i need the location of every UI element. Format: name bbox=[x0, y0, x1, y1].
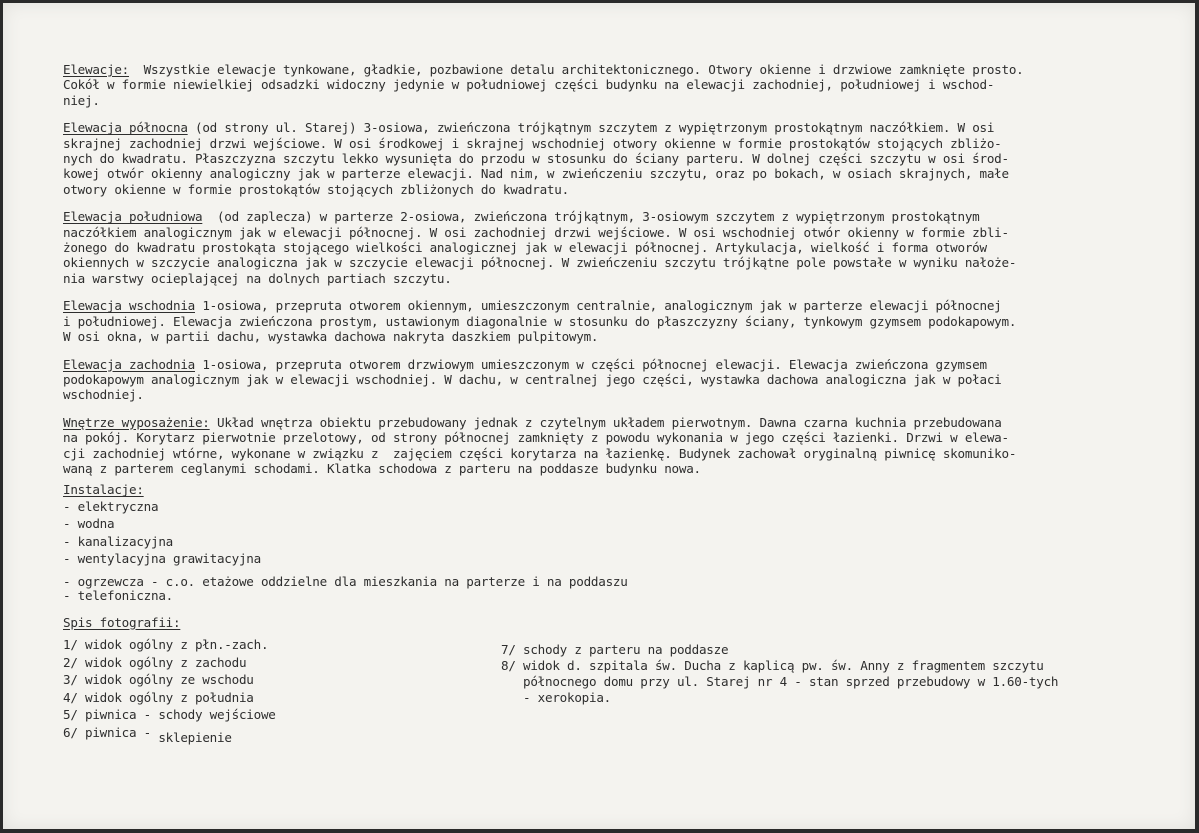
polnocna-line-1: (od strony ul. Starej) 3-osiowa, zwieńczona trójkątnym szczytem z wypiętrzonym prostokątnym naczółkiem. W osi bbox=[187, 120, 995, 136]
wschodnia-line-3: W osi okna, w partii dachu, wystawka dachowa nakryta daszkiem pulpitowym. bbox=[63, 329, 599, 345]
instalacje-item: - ogrzewcza - c.o. etażowe oddzielne dla mieszkania na parterze i na poddaszu bbox=[63, 573, 628, 589]
photo-item: północnego domu przy ul. Starej nr 4 - stan sprzed przebudowy w 1.60-tych bbox=[501, 673, 1059, 689]
section-wnetrze bbox=[63, 415, 1153, 477]
photo-item: 2/ widok ogólny z zachodu bbox=[63, 654, 247, 670]
section-elewacja-poludniowa bbox=[63, 209, 1153, 286]
photo-item: 4/ widok ogólny z południa bbox=[63, 689, 254, 705]
polnocna-line-2: skrajnej zachodniej drzwi wejściowe. W osi środkowej i skrajnej wschodniej otwory okienne w formie prostokątów stojących zbliżo- bbox=[63, 135, 1002, 151]
wnetrze-line-4: waną z parterem ceglanymi schodami. Klatka schodowa z parteru na poddasze budynku nowa. bbox=[63, 460, 701, 476]
section-spis-fotografii bbox=[63, 615, 1153, 746]
instalacje-item: - wodna bbox=[63, 516, 115, 532]
zachodnia-line-2: podokapowym analogicznym jak w elewacji wschodniej. W dachu, w centralnej jego części, wystawka dachowa analogiczna jak w połaci bbox=[63, 371, 1002, 387]
poludniowa-line-2: naczółkiem analogicznym jak w elewacji północnej. W osi zachodniej drzwi wejściowe. W osi wschodniej otwór okienny w formie zbli- bbox=[63, 224, 1009, 240]
poludniowa-heading: Elewacja południowa bbox=[63, 209, 203, 225]
polnocna-line-5: otwory okienne w formie prostokątów stojących zbliżonych do kwadratu. bbox=[63, 181, 569, 197]
photo-item: - xerokopia. bbox=[501, 689, 611, 705]
photo-item: 6/ piwnica - bbox=[63, 724, 159, 740]
document-page bbox=[3, 3, 1195, 829]
poludniowa-line-1: (od zaplecza) w parterze 2-osiowa, zwieńczona trójkątnym, 3-osiowym szczytem z wypiętrzonym prostokątnym bbox=[202, 209, 980, 225]
elewacje-heading: Elewacje: bbox=[63, 62, 129, 77]
elewacje-line-1: Wszystkie elewacje tynkowane, gładkie, pozbawione detalu architektonicznego. Otwory okienne i drzwiowe zamknięte prosto. bbox=[129, 62, 1024, 77]
photo-item: 8/ widok d. szpitala św. Ducha z kaplicą pw. św. Anny z fragmentem szczytu bbox=[501, 657, 1044, 673]
zachodnia-line-3: wschodniej. bbox=[63, 387, 144, 403]
instalacje-item: - telefoniczna. bbox=[63, 587, 173, 603]
section-elewacja-zachodnia bbox=[63, 357, 1153, 403]
zachodnia-line-1: 1-osiowa, przepruta otworem drzwiowym umieszczonym w części północnej elewacji. Elewacja zwieńczona gzymsem bbox=[194, 356, 987, 372]
instalacje-heading: Instalacje: bbox=[63, 482, 144, 498]
section-elewacja-polnocna bbox=[63, 120, 1153, 197]
photo-item-continuation: sklepienie bbox=[158, 729, 232, 745]
instalacje-item: - kanalizacyjna bbox=[63, 533, 173, 549]
polnocna-line-3: nych do kwadratu. Płaszczyzna szczytu lekko wysunięta do przodu w stosunku do ściany parteru. W dolnej części szczytu w osi środ- bbox=[63, 151, 1009, 167]
fotografie-heading: Spis fotografii: bbox=[63, 614, 181, 630]
photo-list bbox=[63, 636, 1153, 746]
section-elewacja-wschodnia bbox=[63, 298, 1153, 344]
poludniowa-line-4: okiennych w szczycie analogiczna jak w szczycie elewacji północnej. W zwieńczeniu szczytu trójkątne pole powstałe w wyniku nałoże- bbox=[63, 255, 1017, 271]
instalacje-item: - wentylacyjna grawitacyjna bbox=[63, 551, 261, 567]
polnocna-line-4: kowej otwór okienny analogiczny jak w parterze elewacji. Nad nim, w zwieńczeniu szczytu, oraz po bokach, w osiach skrajnych, małe bbox=[63, 166, 1009, 182]
wnetrze-line-3: cji zachodniej wtórne, wykonane w związku z zajęciem części korytarza na łazienkę. Budynek zachował oryginalną piwnicę skomuniko- bbox=[63, 445, 1017, 461]
zachodnia-heading: Elewacja zachodnia bbox=[63, 356, 195, 372]
poludniowa-line-3: żonego do kwadratu prostokąta stojącego wielkości analogicznej jak w elewacji północnej. Artykulacja, wielkość i forma otworów bbox=[63, 240, 987, 256]
wnetrze-heading: Wnętrze wyposażenie: bbox=[63, 414, 210, 430]
photo-list-right bbox=[501, 642, 1058, 705]
poludniowa-line-5: nia warstwy ocieplającej na dolnych partiach szczytu. bbox=[63, 270, 452, 286]
section-instalacje bbox=[63, 482, 1153, 602]
elewacje-line-3: niej. bbox=[63, 92, 100, 108]
wschodnia-line-2: i południowej. Elewacja zwieńczona prostym, ustawionym diagonalnie w stosunku do płaszczyzny ściany, tynkowym gzymsem podokapowym. bbox=[63, 313, 1017, 329]
photo-item: 5/ piwnica - schody wejściowe bbox=[63, 707, 276, 723]
document-text bbox=[63, 62, 1153, 758]
instalacje-item: - elektryczna bbox=[63, 498, 159, 514]
polnocna-heading: Elewacja północna bbox=[63, 120, 188, 136]
photo-list-left bbox=[63, 636, 276, 745]
wnetrze-line-1: Układ wnętrza obiektu przebudowany jednak z czytelnym układem pierwotnym. Dawna czarna kuchnia przebudowana bbox=[209, 414, 1002, 430]
elewacje-line-2: Cokół w formie niewielkiej odsadzki widoczny jedynie w południowej części budynku na elewacji zachodniej, południowej i wschod- bbox=[63, 77, 995, 93]
photo-item: 1/ widok ogólny z płn.-zach. bbox=[63, 637, 269, 653]
photo-item: 7/ schody z parteru na poddasze bbox=[501, 642, 729, 658]
wschodnia-line-1: 1-osiowa, przepruta otworem okiennym, umieszczonym centralnie, analogicznym jak w parterze elewacji północnej bbox=[194, 298, 1002, 314]
wnetrze-line-2: na pokój. Korytarz pierwotnie przelotowy, od strony północnej zamknięty z powodu wykonania w jego części łazienki. Drzwi w elewa- bbox=[63, 430, 1009, 446]
photo-item: 3/ widok ogólny ze wschodu bbox=[63, 672, 254, 688]
wschodnia-heading: Elewacja wschodnia bbox=[63, 298, 195, 314]
section-elewacje bbox=[63, 62, 1153, 108]
